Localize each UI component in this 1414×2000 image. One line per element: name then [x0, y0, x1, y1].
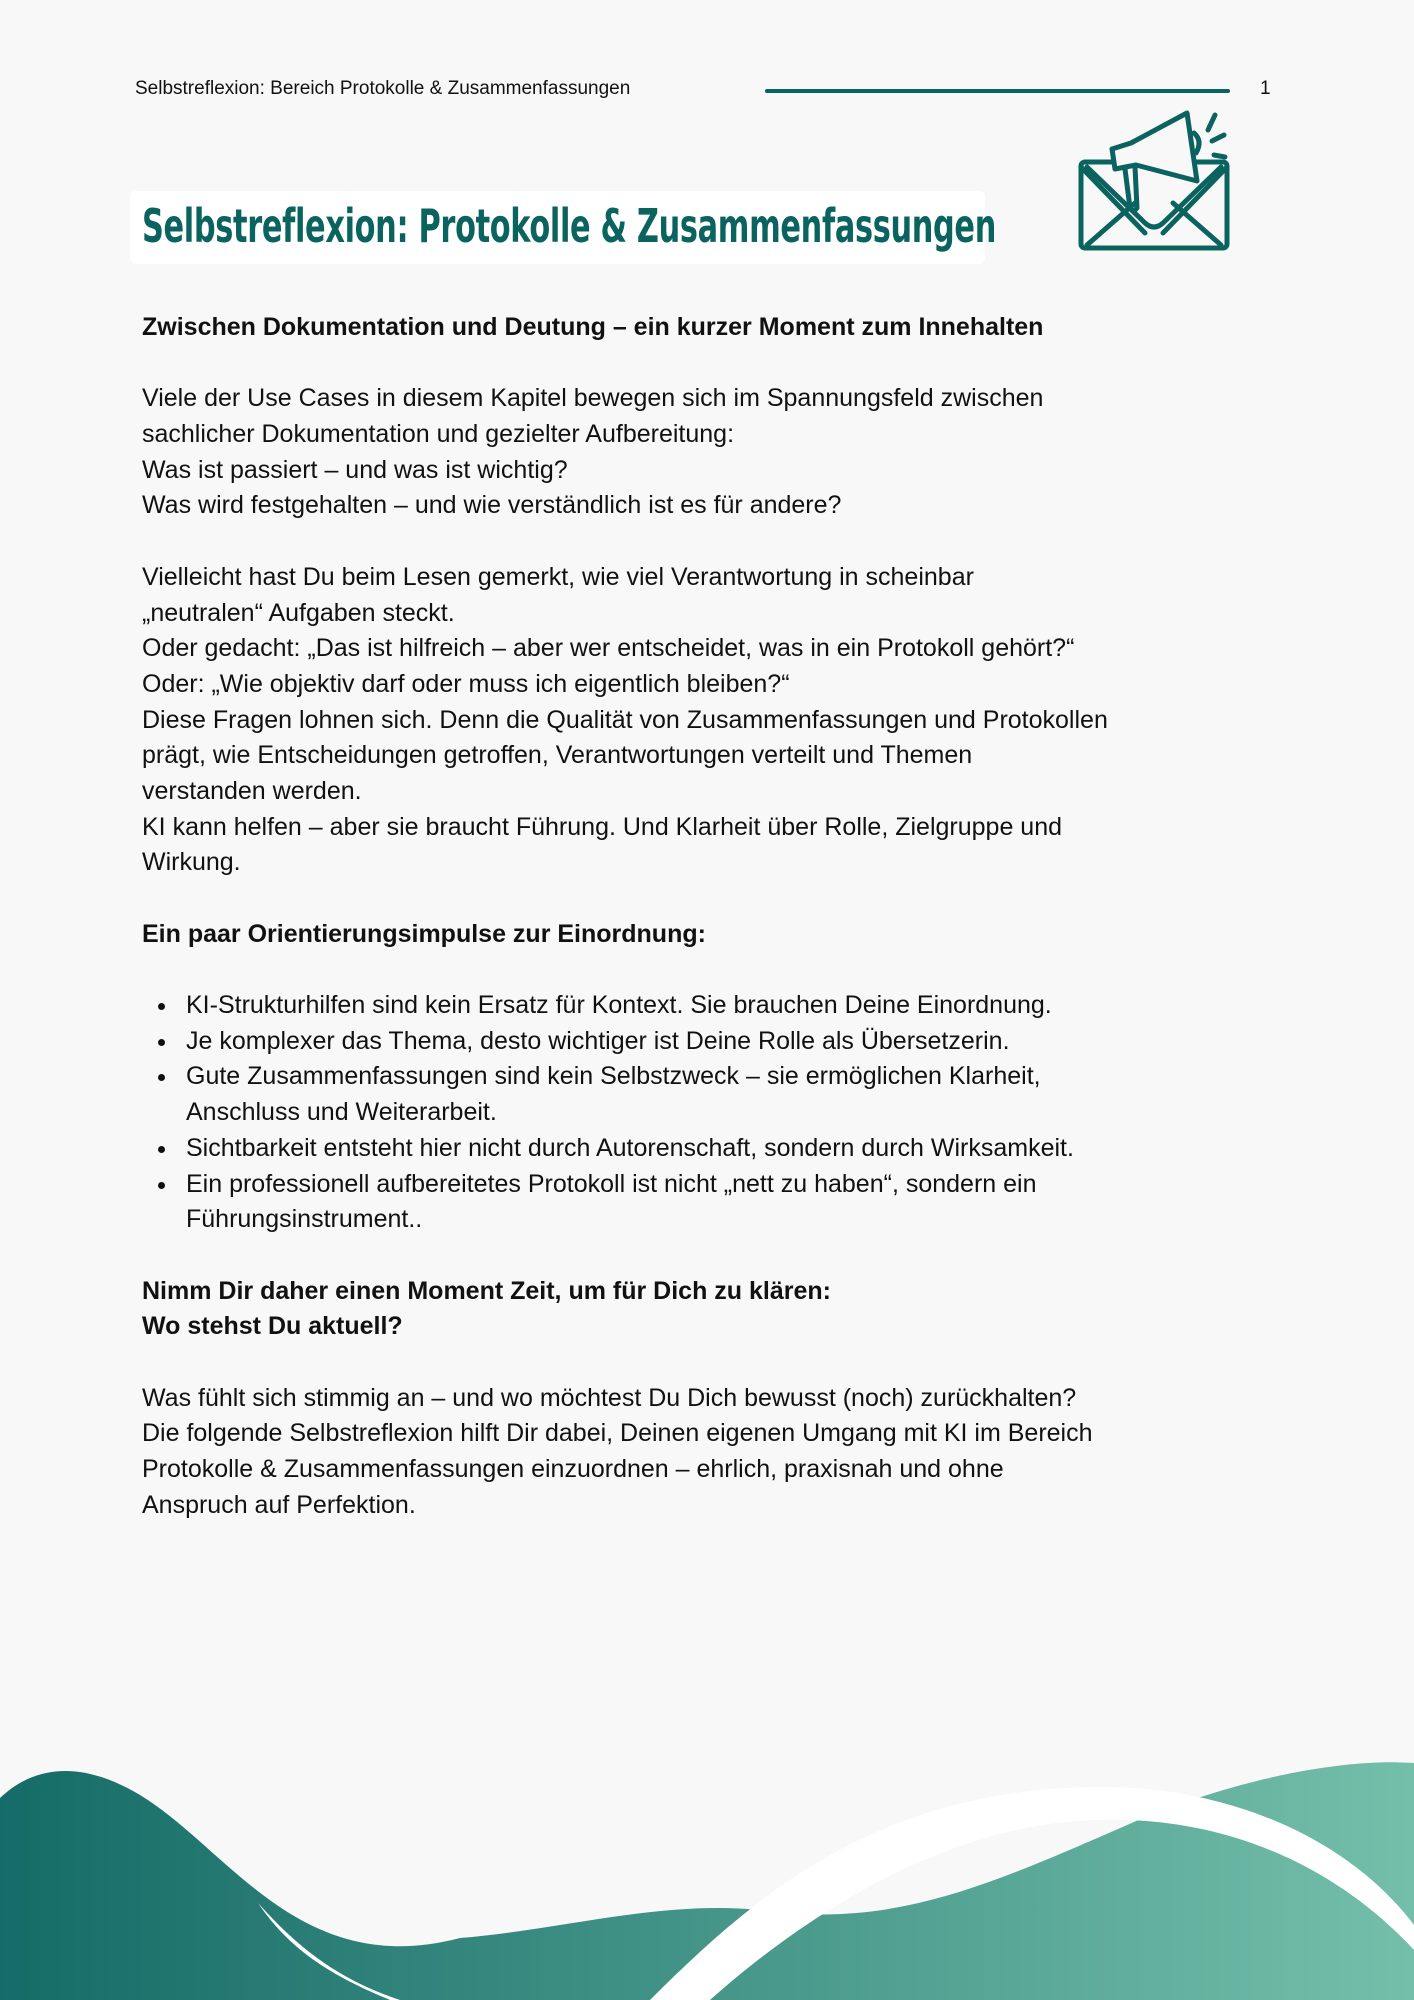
body-text	[142, 310, 1252, 1523]
line-text: Je komplexer das Thema, desto wichtiger ist Deine Rolle als Übersetzerin.	[186, 1026, 1010, 1055]
bullet-icon	[158, 1039, 165, 1046]
text-line	[142, 631, 1252, 667]
line-text: Anschluss und Weiterarbeit.	[186, 1098, 497, 1127]
bullet-item	[142, 988, 1252, 1024]
line-text: KI kann helfen – aber sie braucht Führung. Und Klarheit über Rolle, Zielgruppe und	[142, 812, 1063, 841]
line-text: Die folgende Selbstreflexion hilft Dir dabei, Deinen eigenen Umgang mit KI im Bereich	[142, 1419, 1093, 1448]
line-text: Sichtbarkeit entsteht hier nicht durch Autorenschaft, sondern durch Wirksamkeit.	[186, 1133, 1074, 1162]
spacer	[142, 1238, 1252, 1274]
line-text: Ein professionell aufbereitetes Protokoll ist nicht „nett zu haben“, sondern ein	[186, 1169, 1037, 1198]
text-line	[142, 845, 1252, 881]
line-text: sachlicher Dokumentation und gezielter Aufbereitung:	[142, 420, 735, 449]
text-line	[142, 1488, 1252, 1524]
bullet-item	[142, 1131, 1252, 1167]
text-line	[142, 381, 1252, 417]
bold-heading-line	[142, 917, 1252, 953]
running-header: Selbstreflexion: Bereich Protokolle & Zusammenfassungen	[135, 78, 631, 99]
text-line	[142, 1416, 1252, 1452]
text-line	[142, 1381, 1252, 1417]
bold-heading-line	[142, 310, 1252, 346]
text-line	[142, 488, 1252, 524]
bold-heading-line	[142, 1309, 1252, 1345]
line-text: verstanden werden.	[142, 776, 362, 805]
bullet-item	[142, 1167, 1252, 1203]
text-line	[142, 1095, 1252, 1131]
line-text: Ein paar Orientierungsimpulse zur Einordnung:	[142, 919, 706, 948]
text-line	[142, 417, 1252, 453]
spacer	[142, 952, 1252, 988]
text-line	[142, 774, 1252, 810]
line-text: KI-Strukturhilfen sind kein Ersatz für Kontext. Sie brauchen Deine Einordnung.	[186, 991, 1052, 1020]
text-line	[142, 453, 1252, 489]
page-title: Selbstreflexion: Protokolle & Zusammenfassungen	[142, 199, 996, 253]
line-text: Viele der Use Cases in diesem Kapitel bewegen sich im Spannungsfeld zwischen	[142, 384, 1044, 413]
bullet-item	[142, 1059, 1252, 1095]
text-line	[142, 703, 1252, 739]
text-line	[142, 1452, 1252, 1488]
line-text: Gute Zusammenfassungen sind kein Selbstzweck – sie ermöglichen Klarheit,	[186, 1062, 1041, 1091]
spacer	[142, 1345, 1252, 1381]
text-line	[142, 810, 1252, 846]
text-line	[142, 1202, 1252, 1238]
line-text: Oder: „Wie objektiv darf oder muss ich eigentlich bleiben?“	[142, 669, 790, 698]
text-line	[142, 560, 1252, 596]
bullet-icon	[158, 1182, 165, 1189]
line-text: Oder gedacht: „Das ist hilfreich – aber wer entscheidet, was in ein Protokoll gehört?“	[142, 634, 1075, 663]
bullet-icon	[158, 1074, 165, 1081]
line-text: Was fühlt sich stimmig an – und wo möchtest Du Dich bewusst (noch) zurückhalten?	[142, 1383, 1077, 1412]
line-text: Protokolle & Zusammenfassungen einzuordnen – ehrlich, praxisnah und ohne	[142, 1455, 1004, 1483]
bullet-item	[142, 1024, 1252, 1060]
line-text: Was ist passiert – und was ist wichtig?	[142, 455, 568, 484]
line-text: Vielleicht hast Du beim Lesen gemerkt, wie viel Verantwortung in scheinbar	[142, 562, 974, 591]
line-text: „neutralen“ Aufgaben steckt.	[142, 598, 455, 627]
spacer	[142, 346, 1252, 382]
bold-heading-line	[142, 1274, 1252, 1310]
line-text: Nimm Dir daher einen Moment Zeit, um für Dich zu klären:	[142, 1276, 831, 1305]
title-box	[130, 191, 996, 264]
line-text: prägt, wie Entscheidungen getroffen, Verantwortungen verteilt und Themen	[142, 741, 973, 770]
bullet-icon	[158, 1003, 165, 1010]
text-line	[142, 667, 1252, 703]
text-line	[142, 596, 1252, 632]
page-number: 1	[1260, 78, 1271, 99]
line-text: Wo stehst Du aktuell?	[142, 1312, 403, 1341]
spacer	[142, 524, 1252, 560]
spacer	[142, 881, 1252, 917]
line-text: Führungsinstrument..	[186, 1205, 423, 1234]
text-line	[142, 738, 1252, 774]
bullet-icon	[158, 1146, 165, 1153]
line-text: Anspruch auf Perfektion.	[142, 1490, 416, 1519]
line-text: Zwischen Dokumentation und Deutung – ein kurzer Moment zum Innehalten	[142, 313, 1044, 341]
line-text: Wirkung.	[142, 848, 241, 877]
envelope-megaphone-icon	[1075, 105, 1235, 255]
line-text: Diese Fragen lohnen sich. Denn die Qualität von Zusammenfassungen und Protokollen	[142, 705, 1108, 734]
decorative-wave-footer	[0, 1740, 1414, 2000]
header-divider	[765, 89, 1230, 93]
line-text: Was wird festgehalten – und wie verständlich ist es für andere?	[142, 491, 842, 520]
